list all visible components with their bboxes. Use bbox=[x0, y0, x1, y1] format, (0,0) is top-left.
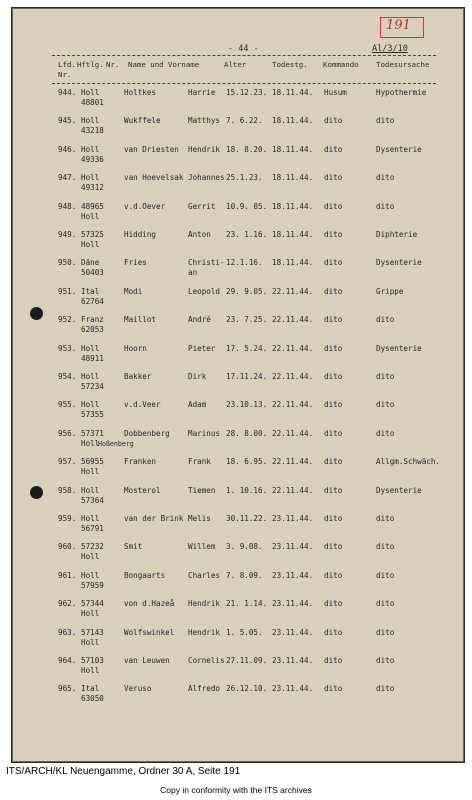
table-row bbox=[0, 202, 472, 232]
row-death-date: 22.11.44. bbox=[272, 457, 314, 467]
table-row bbox=[0, 656, 472, 686]
row-death-date: 18.11.44. bbox=[272, 88, 314, 97]
conformity-note: Copy in conformity with the ITS archives bbox=[160, 785, 312, 795]
row-first-name: Anton bbox=[188, 230, 211, 239]
row-cause-of-death: dito bbox=[376, 372, 395, 381]
row-death-date: 22.11.44. bbox=[272, 485, 314, 495]
row-surname: Wukffele bbox=[124, 116, 161, 126]
row-kommando: dito bbox=[324, 258, 343, 268]
row-lfd-number: 946. bbox=[58, 144, 77, 154]
row-kommando: Husum bbox=[324, 88, 347, 97]
row-first-name: Melis bbox=[188, 514, 211, 523]
row-lfd-number: 965. bbox=[58, 684, 77, 694]
table-row bbox=[0, 116, 472, 146]
table-row bbox=[0, 542, 472, 572]
header-todestag: Todestg. bbox=[272, 60, 308, 69]
row-category: Ital bbox=[81, 684, 100, 694]
row-cause-of-death: dito bbox=[376, 428, 395, 438]
row-category: Holl bbox=[81, 485, 100, 495]
row-first-name: Hendrik bbox=[188, 144, 221, 154]
row-prisoner-number: 63050 bbox=[81, 694, 104, 704]
row-first-name: Hendrik bbox=[188, 627, 221, 637]
header-todesursache: Todesursache bbox=[376, 60, 430, 69]
row-category: Holl bbox=[81, 372, 100, 381]
row-annotation: Hoßenberg bbox=[98, 439, 134, 448]
row-surname: Dobbenberg bbox=[124, 428, 170, 438]
row-prisoner-number: 57355 bbox=[81, 410, 104, 420]
row-birth-date: 18. 8.20. bbox=[226, 144, 268, 154]
row-death-date: 23.11.44. bbox=[272, 570, 314, 580]
row-lfd-number: 962. bbox=[58, 599, 77, 609]
row-cause-of-death: Allgm.Schwäch. bbox=[376, 457, 441, 467]
row-surname: Bongaarts bbox=[124, 570, 166, 580]
row-prisoner-number: 49312 bbox=[81, 183, 104, 193]
row-prisoner-number: 49336 bbox=[81, 154, 104, 164]
row-lfd-number: 945. bbox=[58, 116, 77, 126]
row-birth-date: 23. 7.25. bbox=[226, 315, 268, 325]
row-death-date: 23.11.44. bbox=[272, 542, 314, 552]
row-first-name: Cornelis bbox=[188, 656, 225, 665]
row-kommando: dito bbox=[324, 627, 343, 637]
row-first-name: Willem bbox=[188, 542, 216, 552]
row-birth-date: 28. 8.00. bbox=[226, 428, 268, 438]
row-kommando: dito bbox=[324, 173, 343, 183]
row-lfd-number: 954. bbox=[58, 372, 77, 381]
row-surname: v.d.Oever bbox=[124, 201, 166, 211]
page-number: - 44 - bbox=[228, 44, 259, 54]
row-lfd-number: 947. bbox=[58, 173, 77, 183]
table-row bbox=[0, 514, 472, 544]
row-first-name: Alfredo bbox=[188, 684, 221, 694]
row-lfd-number: 958. bbox=[58, 485, 77, 495]
header-rule-bottom bbox=[52, 83, 436, 84]
row-cause-of-death: dito bbox=[376, 116, 395, 126]
row-cause-of-death: dito bbox=[376, 627, 395, 637]
row-prisoner-number: 48911 bbox=[81, 353, 104, 363]
row-death-date: 18.11.44. bbox=[272, 144, 314, 154]
row-category: Holl bbox=[81, 88, 100, 97]
row-category: Holl bbox=[81, 609, 100, 619]
row-kommando: dito bbox=[324, 570, 343, 580]
row-kommando: dito bbox=[324, 542, 343, 552]
row-lfd-number: 948. bbox=[58, 201, 77, 211]
row-surname: van Driesten bbox=[124, 144, 179, 154]
row-surname: van der Brink bbox=[124, 514, 184, 523]
row-first-name: Charles bbox=[188, 570, 221, 580]
row-category: Holl bbox=[81, 400, 100, 410]
row-birth-date: 1. 5.05. bbox=[226, 627, 263, 637]
row-lfd-number: 944. bbox=[58, 88, 77, 97]
row-kommando: dito bbox=[324, 400, 343, 410]
row-surname: Bakker bbox=[124, 372, 152, 381]
row-kommando: dito bbox=[324, 315, 343, 325]
row-category: Holl bbox=[81, 343, 100, 353]
archive-citation: ITS/ARCH/KL Neuengamme, Ordner 30 A, Seite 191 bbox=[6, 766, 241, 777]
row-birth-date: 7. 8.09. bbox=[226, 570, 263, 580]
row-first-name: Tiemen bbox=[188, 485, 216, 495]
row-death-date: 22.11.44. bbox=[272, 372, 314, 381]
row-kommando: dito bbox=[324, 457, 343, 467]
table-row bbox=[0, 315, 472, 345]
row-category: Holl bbox=[81, 514, 100, 523]
row-kommando: dito bbox=[324, 514, 343, 523]
row-prisoner-number: 62764 bbox=[81, 296, 104, 306]
row-category: Holl bbox=[81, 144, 100, 154]
table-row bbox=[0, 287, 472, 317]
row-cause-of-death: dito bbox=[376, 173, 395, 183]
row-first-name: André bbox=[188, 315, 211, 325]
row-lfd-number: 950. bbox=[58, 258, 77, 268]
row-birth-date: 12.1.16. bbox=[226, 258, 263, 268]
row-kommando: dito bbox=[324, 599, 343, 609]
row-lfd-number: 960. bbox=[58, 542, 77, 552]
row-prisoner-number: 57959 bbox=[81, 580, 104, 590]
row-birth-date: 23.10.13. bbox=[226, 400, 268, 410]
row-cause-of-death: dito bbox=[376, 656, 395, 665]
row-birth-date: 17.11.24. bbox=[226, 372, 268, 381]
table-row bbox=[0, 400, 472, 430]
row-first-name: Pieter bbox=[188, 343, 216, 353]
row-birth-date: 10.9. 05. bbox=[226, 201, 268, 211]
table-row bbox=[0, 372, 472, 402]
table-row bbox=[0, 344, 472, 374]
row-lfd-number: 956. bbox=[58, 428, 77, 438]
row-kommando: dito bbox=[324, 230, 343, 239]
row-death-date: 18.11.44. bbox=[272, 116, 314, 126]
row-birth-date: 25.1.23. bbox=[226, 173, 263, 183]
row-first-name: Leopold bbox=[188, 286, 221, 296]
row-lfd-number: 957. bbox=[58, 457, 77, 467]
row-kommando: dito bbox=[324, 144, 343, 154]
row-birth-date: 17. 5.24. bbox=[226, 343, 268, 353]
row-kommando: dito bbox=[324, 428, 343, 438]
row-cause-of-death: Diphterie bbox=[376, 230, 418, 239]
header-hftlg-nr: Nr. bbox=[106, 60, 120, 69]
table-row bbox=[0, 173, 472, 203]
row-cause-of-death: dito bbox=[376, 599, 395, 609]
row-kommando: dito bbox=[324, 684, 343, 694]
row-kommando: dito bbox=[324, 485, 343, 495]
row-surname: Maillot bbox=[124, 315, 157, 325]
row-birth-date: 23. 1.16. bbox=[226, 230, 268, 239]
row-birth-date: 3. 9.08. bbox=[226, 542, 263, 552]
row-surname: Hoorn bbox=[124, 343, 147, 353]
row-prisoner-number: 57325 bbox=[81, 230, 104, 239]
row-prisoner-number: 57364 bbox=[81, 495, 104, 505]
row-death-date: 18.11.44. bbox=[272, 201, 314, 211]
row-first-name: Dirk bbox=[188, 372, 207, 381]
punch-hole-upper bbox=[30, 307, 43, 320]
row-kommando: dito bbox=[324, 656, 343, 665]
row-surname: Modi bbox=[124, 286, 143, 296]
row-cause-of-death: Dysenterie bbox=[376, 343, 422, 353]
row-prisoner-number: 56955 bbox=[81, 457, 104, 467]
row-surname: Fries bbox=[124, 258, 147, 268]
row-surname: Hidding bbox=[124, 230, 157, 239]
row-kommando: dito bbox=[324, 286, 343, 296]
row-first-name: Matthys bbox=[188, 116, 221, 126]
row-cause-of-death: dito bbox=[376, 684, 395, 694]
row-birth-date: 21. 1.14. bbox=[226, 599, 268, 609]
row-prisoner-number: 48965 bbox=[81, 201, 104, 211]
header-nr: Nr. bbox=[58, 70, 72, 79]
row-lfd-number: 961. bbox=[58, 570, 77, 580]
row-cause-of-death: Dysenterie bbox=[376, 485, 422, 495]
row-cause-of-death: dito bbox=[376, 542, 395, 552]
row-first-name: Hendrik bbox=[188, 599, 221, 609]
row-category: Holl bbox=[81, 438, 100, 448]
row-cause-of-death: dito bbox=[376, 514, 395, 523]
row-lfd-number: 963. bbox=[58, 627, 77, 637]
row-death-date: 23.11.44. bbox=[272, 684, 314, 694]
row-first-name: Christi- bbox=[188, 258, 225, 268]
row-prisoner-number: 57344 bbox=[81, 599, 104, 609]
row-birth-date: 7. 6.22. bbox=[226, 116, 263, 126]
archive-stamp-number: 191 bbox=[386, 18, 411, 33]
row-death-date: 23.11.44. bbox=[272, 656, 314, 665]
row-death-date: 22.11.44. bbox=[272, 286, 314, 296]
row-death-date: 22.11.44. bbox=[272, 400, 314, 410]
table-row bbox=[0, 88, 472, 118]
header-lfd: Lfd. bbox=[58, 60, 76, 69]
header-hftlg: Hftlg. bbox=[77, 60, 104, 69]
row-first-name: Johannes bbox=[188, 173, 225, 183]
row-kommando: dito bbox=[324, 201, 343, 211]
row-death-date: 23.11.44. bbox=[272, 514, 314, 523]
row-death-date: 18.11.44. bbox=[272, 173, 314, 183]
row-birth-date: 26.12.10. bbox=[226, 684, 268, 694]
row-category: Holl bbox=[81, 116, 100, 126]
row-lfd-number: 951. bbox=[58, 286, 77, 296]
row-birth-date: 18. 6.95. bbox=[226, 457, 268, 467]
row-lfd-number: 949. bbox=[58, 230, 77, 239]
row-cause-of-death: dito bbox=[376, 570, 395, 580]
row-category: Holl bbox=[81, 637, 100, 647]
row-first-name: Adam bbox=[188, 400, 207, 410]
row-surname: Mosterol bbox=[124, 485, 161, 495]
row-cause-of-death: dito bbox=[376, 400, 395, 410]
row-lfd-number: 952. bbox=[58, 315, 77, 325]
row-first-name-cont: an bbox=[188, 268, 198, 278]
row-kommando: dito bbox=[324, 343, 343, 353]
row-first-name: Frank bbox=[188, 457, 211, 467]
row-surname: v.d.Veer bbox=[124, 400, 161, 410]
row-prisoner-number: 57371 bbox=[81, 428, 104, 438]
table-row bbox=[0, 571, 472, 601]
table-row bbox=[0, 258, 472, 288]
table-row bbox=[0, 628, 472, 658]
row-surname: Franken bbox=[124, 457, 157, 467]
row-prisoner-number: 62053 bbox=[81, 325, 104, 335]
row-category: Holl bbox=[81, 666, 100, 675]
row-category: Däne bbox=[81, 258, 100, 268]
row-birth-date: 30.11.22. bbox=[226, 514, 268, 523]
row-lfd-number: 955. bbox=[58, 400, 77, 410]
table-row bbox=[0, 486, 472, 516]
table-row bbox=[0, 684, 472, 714]
row-category: Holl bbox=[81, 240, 100, 249]
header-alter: Alter bbox=[224, 60, 247, 69]
punch-hole-lower bbox=[30, 486, 43, 499]
row-first-name: Harrie bbox=[188, 88, 216, 97]
row-prisoner-number: 56791 bbox=[81, 524, 104, 533]
row-death-date: 22.11.44. bbox=[272, 315, 314, 325]
row-cause-of-death: dito bbox=[376, 201, 395, 211]
row-category: Ital bbox=[81, 286, 100, 296]
row-first-name: Gerrit bbox=[188, 201, 216, 211]
row-prisoner-number: 43218 bbox=[81, 126, 104, 136]
row-birth-date: 29. 9.05. bbox=[226, 286, 268, 296]
table-row bbox=[0, 599, 472, 629]
row-surname: van Hoevelsak bbox=[124, 173, 184, 183]
row-kommando: dito bbox=[324, 116, 343, 126]
row-cause-of-death: Hypothermie bbox=[376, 88, 427, 97]
row-prisoner-number: 57232 bbox=[81, 542, 104, 552]
row-death-date: 23.11.44. bbox=[272, 599, 314, 609]
row-cause-of-death: Grippe bbox=[376, 286, 404, 296]
table-row bbox=[0, 230, 472, 260]
row-surname: van Leuwen bbox=[124, 656, 170, 665]
row-cause-of-death: Dysenterie bbox=[376, 144, 422, 154]
row-lfd-number: 953. bbox=[58, 343, 77, 353]
row-surname: Holtkes bbox=[124, 88, 157, 97]
row-death-date: 18.11.44. bbox=[272, 258, 314, 268]
row-category: Franz bbox=[81, 315, 104, 325]
row-prisoner-number: 57143 bbox=[81, 627, 104, 637]
row-category: Holl bbox=[81, 552, 100, 562]
row-category: Holl bbox=[81, 570, 100, 580]
header-rule-top bbox=[52, 55, 436, 56]
row-cause-of-death: dito bbox=[376, 315, 395, 325]
row-birth-date: 1. 10.16. bbox=[226, 485, 268, 495]
row-surname: von d.Hazeå bbox=[124, 599, 175, 609]
row-surname: Smit bbox=[124, 542, 143, 552]
table-row bbox=[0, 145, 472, 175]
row-death-date: 23.11.44. bbox=[272, 627, 314, 637]
row-lfd-number: 964. bbox=[58, 656, 77, 665]
row-category: Holl bbox=[81, 211, 100, 221]
row-category: Holl bbox=[81, 173, 100, 183]
row-surname: Wolfswinkel bbox=[124, 627, 175, 637]
row-birth-date: 15.12.23. bbox=[226, 88, 268, 97]
row-first-name: Marinus bbox=[188, 428, 221, 438]
row-category: Holl bbox=[81, 467, 100, 477]
header-kommando: Kommando bbox=[323, 60, 359, 69]
row-death-date: 22.11.44. bbox=[272, 343, 314, 353]
row-birth-date: 27.11.09. bbox=[226, 656, 268, 665]
row-surname: Veruso bbox=[124, 684, 152, 694]
table-row bbox=[0, 457, 472, 487]
row-lfd-number: 959. bbox=[58, 514, 77, 523]
row-cause-of-death: Dysenterie bbox=[376, 258, 422, 268]
row-death-date: 22.11.44. bbox=[272, 428, 314, 438]
header-name: Name und Vorname bbox=[128, 60, 200, 69]
row-prisoner-number: 57103 bbox=[81, 656, 104, 665]
row-death-date: 18.11.44. bbox=[272, 230, 314, 239]
row-kommando: dito bbox=[324, 372, 343, 381]
row-prisoner-number: 50403 bbox=[81, 268, 104, 278]
table-row bbox=[0, 429, 472, 459]
row-prisoner-number: 57234 bbox=[81, 382, 104, 391]
document-reference: Al/3/10 bbox=[372, 44, 408, 54]
row-prisoner-number: 48801 bbox=[81, 98, 104, 107]
